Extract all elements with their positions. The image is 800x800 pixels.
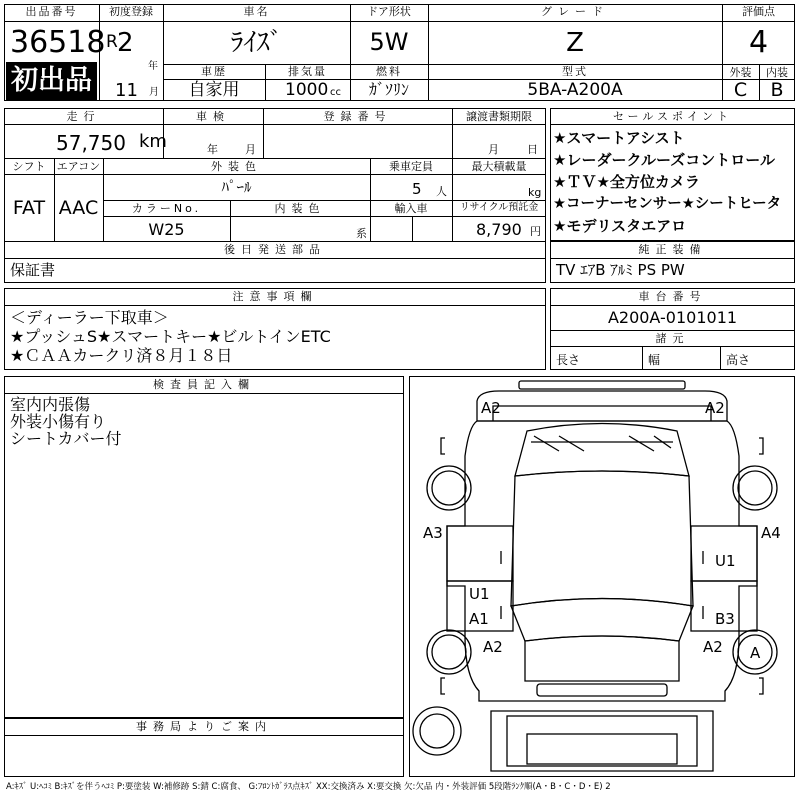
interior-color-unit: 系 xyxy=(356,227,367,240)
grade-label: グレード xyxy=(541,5,609,18)
car-diagram xyxy=(409,376,795,777)
interior-color-label: 内装色 xyxy=(274,202,326,215)
color-value: ﾊﾟｰﾙ xyxy=(221,178,252,196)
reg-number-label: 登録番号 xyxy=(323,110,392,123)
inspector-line: 室内内張傷 xyxy=(10,395,91,414)
history-label: 車歴 xyxy=(201,65,227,78)
fuel-label: 燃料 xyxy=(376,65,402,78)
damage-mark: A xyxy=(750,644,761,662)
year-unit: 年 xyxy=(148,61,158,72)
fuel-value: ｶﾞｿﾘﾝ xyxy=(368,80,409,99)
interior-label: 内装 xyxy=(766,66,788,79)
lot-number-label: 出品番号 xyxy=(25,5,78,18)
later-parts-value: 保証書 xyxy=(10,261,56,279)
length-label: 長さ xyxy=(556,353,581,367)
color-label: 外装色 xyxy=(211,160,262,173)
transfer-month-unit: 月 xyxy=(488,143,499,156)
shift-label: シフト xyxy=(12,160,46,173)
month-unit: 月 xyxy=(149,87,159,98)
damage-mark: U1 xyxy=(715,552,736,570)
dims-label: 諸元 xyxy=(655,332,690,345)
transfer-day-unit: 日 xyxy=(527,143,538,156)
recycle-label: リサイクル預託金 xyxy=(459,202,539,213)
damage-mark: A2 xyxy=(705,399,725,417)
displacement-value: 1000 xyxy=(285,80,329,100)
inspector-label: 検査員記入欄 xyxy=(153,378,255,391)
mileage-unit: km xyxy=(139,131,167,152)
car-name-label: 車名 xyxy=(243,5,270,18)
damage-mark: B3 xyxy=(715,610,735,628)
door-type: 5W xyxy=(369,28,409,56)
damage-mark: A2 xyxy=(483,638,503,656)
notes-line: ★プッシュS★スマートキー★ビルトインETC xyxy=(10,327,331,346)
mileage-value: 57,750 xyxy=(56,131,126,155)
capacity-value: 5 xyxy=(412,180,422,198)
score-value: 4 xyxy=(748,25,769,60)
damage-mark: U1 xyxy=(469,585,490,603)
height-label: 高さ xyxy=(726,353,751,367)
equipment-value: TV ｴｱB ｱﾙﾐ PS PW xyxy=(556,261,685,279)
width-label: 幅 xyxy=(648,353,661,367)
lot-number: 36518 xyxy=(10,25,106,60)
sales-point-item: ★レーダークルーズコントロール xyxy=(553,151,775,169)
sales-point-item: ★モデリスタエアロ xyxy=(553,217,687,235)
score-label: 評価点 xyxy=(742,5,775,18)
color-no-value: W25 xyxy=(148,220,185,239)
exterior-grade: C xyxy=(733,79,748,101)
legend-text: A:ｷｽﾞ U:ﾍｺﾐ B:ｷｽﾞを伴うﾍｺﾐ P:要塗装 W:補修跡 S:錆 C:腐食、 G:ﾌﾛﾝﾄｶﾞﾗｽ点ｷｽﾞ XX:交換済み X:要交換 欠:欠品 内・外装評価 5段階ﾗﾝｸ順(A・B・C・D・E) 2 xyxy=(6,782,611,792)
damage-mark: A2 xyxy=(703,638,723,656)
inspector-line: 外装小傷有り xyxy=(10,412,107,431)
office-label: 事務局よりご案内 xyxy=(136,720,272,733)
door-label: ドア形状 xyxy=(367,5,411,18)
sales-point-item: ★ＴＶ★全方位カメラ xyxy=(553,173,700,191)
damage-mark: A2 xyxy=(481,399,501,417)
notes-line: ★ＣＡＡカークリ済８月１８日 xyxy=(10,346,233,365)
grade-value: Z xyxy=(566,28,584,58)
exterior-label: 外装 xyxy=(729,66,752,79)
inspection-month-unit: 月 xyxy=(245,143,256,156)
model-value: 5BA-A200A xyxy=(527,80,623,100)
capacity-label: 乗車定員 xyxy=(389,160,433,173)
mileage-label: 走行 xyxy=(66,110,101,123)
equipment-label: 純正装備 xyxy=(638,243,707,256)
inspection-label: 車検 xyxy=(196,110,230,123)
era-label: R xyxy=(106,32,118,52)
shift-value: FAT xyxy=(12,197,46,219)
ac-label: エアコン xyxy=(56,160,101,173)
reg-month: 11 xyxy=(115,80,138,101)
first-reg-label: 初度登録 xyxy=(109,5,153,18)
transfer-label: 譲渡書類期限 xyxy=(466,110,532,123)
sales-points-label: セールスポイント xyxy=(612,110,732,123)
notes-line: ＜ディーラー下取車＞ xyxy=(10,308,169,327)
inspection-year-unit: 年 xyxy=(207,143,218,156)
capacity-unit: 人 xyxy=(436,185,447,198)
first-listing-badge: 初出品 xyxy=(6,62,97,100)
later-parts-label: 後日発送部品 xyxy=(224,243,326,256)
sales-point-item: ★コーナーセンサー★シートヒータ xyxy=(553,196,782,212)
chassis-value: A200A-0101011 xyxy=(607,308,738,327)
reg-year: 2 xyxy=(117,28,134,58)
recycle-value: 8,790 xyxy=(476,220,522,239)
recycle-unit: 円 xyxy=(530,225,541,238)
ac-value: AAC xyxy=(58,197,99,219)
sales-point-item: ★スマートアシスト xyxy=(553,129,685,147)
load-label: 最大積載量 xyxy=(471,160,527,173)
chassis-label: 車台番号 xyxy=(638,290,707,303)
notes-label: 注意事項欄 xyxy=(232,290,318,303)
damage-mark: A4 xyxy=(761,524,781,542)
displacement-unit: cc xyxy=(330,87,341,98)
displacement-label: 排気量 xyxy=(288,65,327,78)
history-value: 自家用 xyxy=(188,80,240,100)
interior-grade: B xyxy=(770,79,784,101)
import-label: 輸入車 xyxy=(394,202,428,215)
damage-mark: A3 xyxy=(423,524,443,542)
inspector-line: シートカバー付 xyxy=(10,429,122,448)
car-name: ﾗｲｽﾞ xyxy=(230,28,283,58)
damage-mark: A1 xyxy=(469,610,489,628)
model-label: 型式 xyxy=(562,65,588,78)
color-no-label: カラーNo. xyxy=(131,202,202,215)
load-unit: kg xyxy=(528,186,542,199)
